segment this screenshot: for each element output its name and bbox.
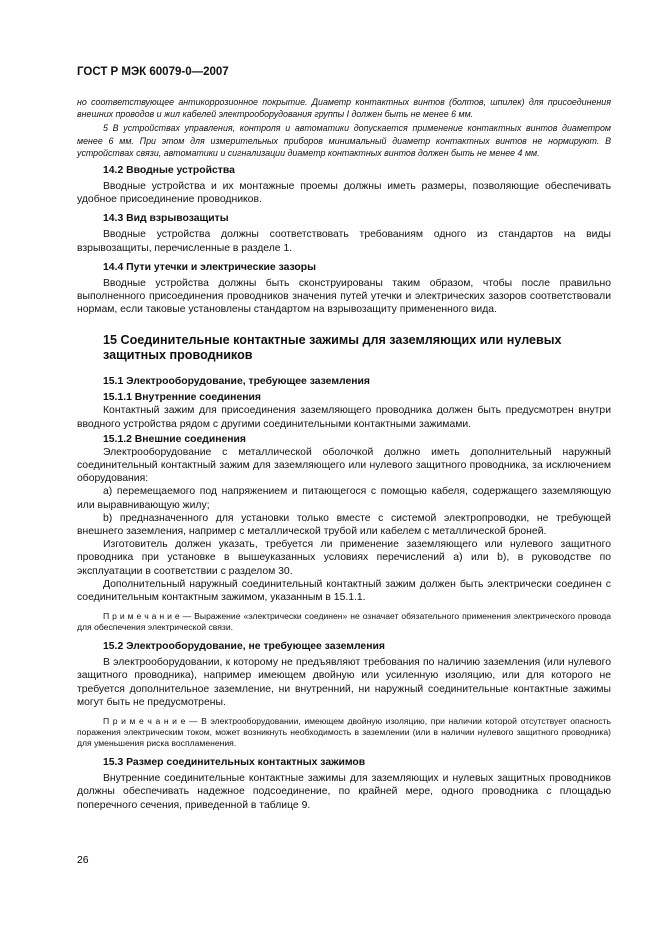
- extra-terminal-paragraph: Дополнительный наружный соединительный контактный зажим должен быть электрически соединен с соединительным контактным зажимом, указанным в 15.1.1.: [77, 578, 611, 604]
- section-15-1-heading: 15.1 Электрооборудование, требующее заземления: [103, 376, 370, 388]
- list-item-b: b) предназначенного для установки только вместе с системой электропроводки, не требующей внешнего заземления, например с металлической трубой или кабелем с металлической броней.: [77, 512, 611, 538]
- section-14-3-heading: 14.3 Вид взрывозащиты: [103, 213, 229, 225]
- note-15-2: П р и м е ч а н и е — В электрооборудовании, имеющем двойную изоляцию, при наличии которой отсутствует опасность поражения электрическим током, может возникнуть необходимость в заземлении (или в наличии нулевого защитного проводника) для уменьшения риска воспламенения.: [77, 716, 611, 749]
- intro-paragraph-2: 5 В устройствах управления, контроля и автоматики допускается применение контактных винтов диаметром менее 6 мм. При этом для измерительных приборов минимальный диаметр контактных винтов не нормируют. В устройствах связи, автоматики и сигнализации диаметр контактных винтов должен быть не менее 4 мм.: [77, 123, 611, 158]
- section-15-3-heading: 15.3 Размер соединительных контактных зажимов: [103, 757, 366, 769]
- intro-paragraph-1: но соответствующее антикоррозионное покрытие. Диаметр контактных винтов (болтов, шпилек) для присоединения внешних проводов и жил кабелей электрооборудования группы I должен быть не менее 6 мм.: [77, 97, 611, 120]
- section-15-1-2-heading: 15.1.2 Внешние соединения: [103, 433, 246, 445]
- section-15-3-text: Внутренние соединительные контактные зажимы для заземляющих и нулевых защитных проводников должны обеспечивать надежное подсоединение, по крайней мере, одного проводника с площадью поперечного сечения, приведенной в таблице 9.: [77, 773, 611, 811]
- section-14-4-text: Вводные устройства должны быть сконструированы таким образом, чтобы после правильно выполненного присоединения проводников значения путей утечки и электрических зазоров соответствовали нормам, если таковые установлены стандартом на взрывозащиту примененного вида.: [77, 277, 611, 316]
- section-15-1-1-text: Контактный зажим для присоединения заземляющего проводника должен быть предусмотрен внутри вводного устройства рядом с другими соединительными контактными зажимами.: [77, 405, 611, 430]
- section-15-1-1-heading: 15.1.1 Внутренние соединения: [103, 392, 261, 404]
- section-14-2-text: Вводные устройства и их монтажные проемы должны иметь размеры, позволяющие обеспечивать удобное присоединение проводников.: [77, 181, 611, 206]
- list-item-a: а) перемещаемого под напряжением и питающегося с помощью кабеля, содержащего заземляющую или выравнивающую жилу;: [77, 486, 611, 511]
- section-14-3-text: Вводные устройства должны соответствовать требованиям одного из стандартов на виды взрывозащиты, перечисленные в разделе 1.: [77, 229, 611, 254]
- page-number: 26: [77, 855, 89, 866]
- document-header: ГОСТ Р МЭК 60079-0—2007: [77, 66, 229, 78]
- manufacturer-paragraph: Изготовитель должен указать, требуется ли применение заземляющего или нулевого защитного проводника при установке в вышеуказанных условиях перечислений а) или b), в руководстве по эксплуатации в соответствии с разделом 30.: [77, 539, 611, 577]
- section-14-4-heading: 14.4 Пути утечки и электрические зазоры: [103, 261, 317, 273]
- section-15-2-text: В электрооборудовании, к которому не предъявляют требования по наличию заземления (или нулевого защитного проводника), например имеющем двойную или усиленную изоляцию, или для которого не требуется дополнительное заземление, ни внутренний, ни наружный соединительные контактные зажимы могут быть не предусмотрены.: [77, 657, 611, 708]
- note-15-1: П р и м е ч а н и е — Выражение «электрически соединен» не означает обязательного применения электрического провода для обеспечения электрической связи.: [77, 611, 611, 633]
- section-14-2-heading: 14.2 Вводные устройства: [103, 165, 235, 177]
- section-15-2-heading: 15.2 Электрооборудование, не требующее заземления: [103, 641, 385, 653]
- section-15-heading: 15 Соединительные контактные зажимы для заземляющих или нулевых защитных проводников: [103, 333, 562, 363]
- section-15-1-2-text: Электрооборудование с металлической оболочкой должно иметь дополнительный наружный соединительный контактный зажим для заземляющего или нулевого защитного проводника, за исключением оборудования:: [77, 446, 611, 485]
